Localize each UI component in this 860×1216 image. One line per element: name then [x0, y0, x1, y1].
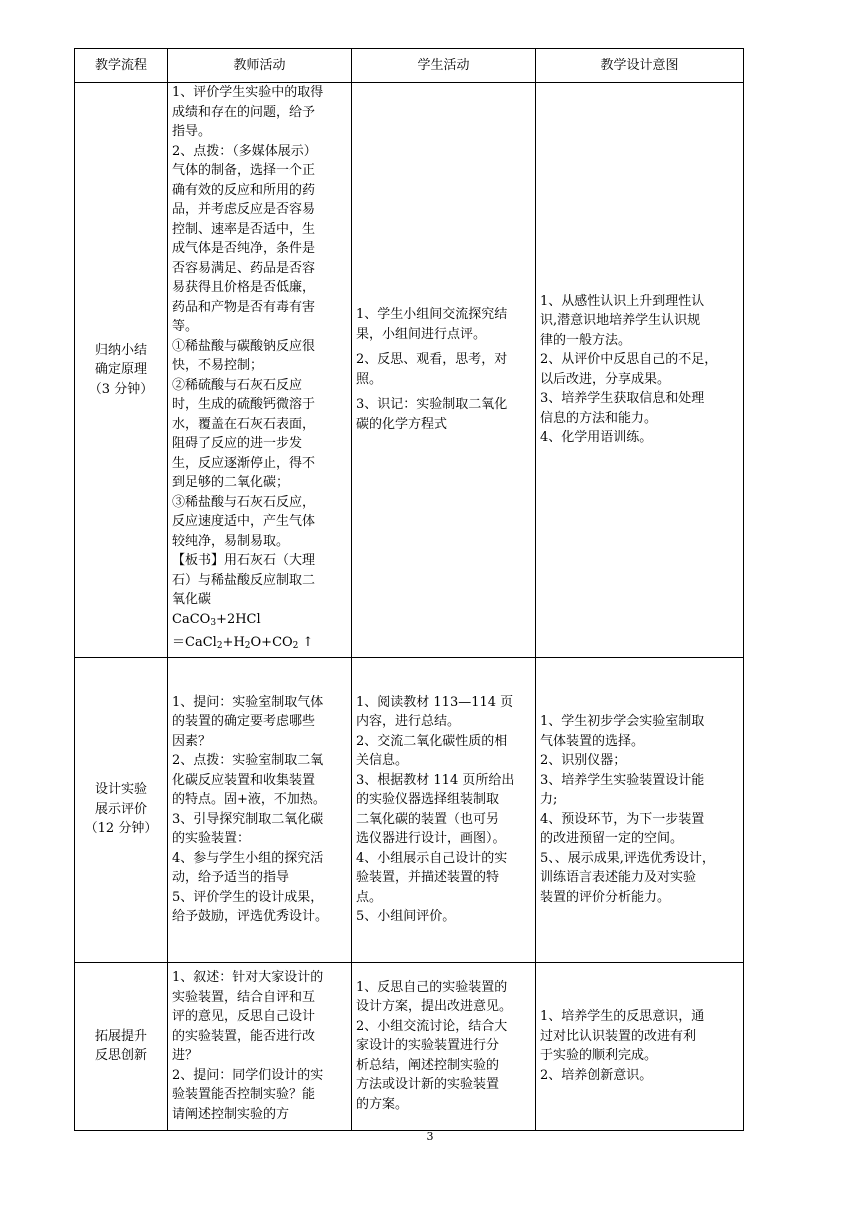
text-line: 时，生成的硫酸钙微溶于	[172, 397, 316, 412]
text-line: 因素？	[172, 733, 212, 749]
text-line: 1、评价学生实验中的取得	[172, 85, 324, 100]
text-line: 选仪器进行设计，画图）。	[356, 831, 506, 846]
text-line: 3、识记：实验制取二氧化	[356, 397, 508, 413]
text-line: 否容易满足、药品是否容	[172, 260, 316, 276]
student-activity-cell	[352, 83, 536, 658]
stage-line: （3 分钟）	[88, 381, 154, 397]
text-line: 1、学生小组间交流探究结	[356, 307, 508, 323]
text-line: 1、提问：实验室制取气体	[172, 694, 324, 710]
text-line: 快，不易控制；	[172, 358, 264, 373]
text-line: 氧化碳	[172, 592, 212, 607]
text-line: ②稀硫酸与石灰石反应	[172, 377, 303, 393]
text-line: 点。	[356, 889, 383, 905]
text-line: 3、培养学生获取信息和处理	[540, 391, 705, 407]
text-line: 5、评价学生的设计成果，	[172, 889, 324, 905]
text-line: 验装置，并描述装置的特	[356, 870, 500, 885]
stage-cell	[75, 657, 168, 962]
design-intent-cell	[536, 657, 744, 962]
text-line: 的实验装置，能否进行改	[172, 1028, 316, 1044]
text-line: 方法或设计新的实验装置	[356, 1077, 500, 1093]
stage-line: （12 分钟）	[84, 821, 158, 837]
header-intent: 教学设计意图	[536, 49, 744, 83]
header-teacher: 教师活动	[168, 49, 352, 83]
text-line: 1、反思自己的实验装置的	[356, 979, 508, 995]
equation-subscript: 2	[216, 641, 223, 651]
equation-subscript: 2	[292, 641, 299, 651]
text-line: 给予鼓励，评选优秀设计。	[172, 909, 329, 924]
text-line: 实验装置，结合自评和互	[172, 989, 316, 1005]
gas-arrow: ↑	[298, 635, 314, 650]
text-line: 阻碍了反应的进一步发	[172, 436, 303, 451]
text-line: 2、反思、观看，思考，对	[356, 352, 508, 368]
student-activity-cell	[352, 962, 536, 1130]
text-line: 2、交流二氧化碳性质的相	[356, 733, 508, 749]
text-line: 验装置能否控制实验？能	[172, 1087, 316, 1102]
text-line: 气体的制备，选择一个正	[172, 163, 316, 178]
text-line: 果，小组间进行点评。	[356, 326, 487, 342]
text-line: 3、培养学生实验装置设计能	[540, 772, 705, 788]
page-number: 3	[426, 1130, 434, 1143]
text-line: 二氧化碳的装置（也可另	[356, 811, 500, 827]
text-line: 品，并考虑反应是否容易	[172, 202, 316, 217]
text-line: 化碳反应装置和收集装置	[172, 772, 316, 788]
header-student: 学生活动	[352, 49, 536, 83]
header-stage: 教学流程	[75, 49, 168, 83]
text-line: 家设计的实验装置进行分	[356, 1038, 500, 1054]
text-line: 确有效的反应和所用的药	[172, 182, 316, 198]
text-line: 的特点。固+液，不加热。	[172, 792, 326, 807]
teacher-activity-cell	[168, 962, 352, 1130]
table-row	[75, 962, 744, 1130]
text-line: 4、小组展示自己设计的实	[356, 850, 508, 866]
stage-cell	[75, 962, 168, 1130]
text-line: 进？	[172, 1048, 199, 1063]
text-line: 5、、展示成果,评选优秀设计，	[540, 850, 715, 866]
text-line: 过对比认识装置的改进有利	[540, 1028, 697, 1044]
equation-part: +2HCl	[216, 611, 261, 627]
text-line: 2、培养创新意识。	[540, 1067, 653, 1083]
text-line: 3、根据教材 114 页所给出	[356, 772, 515, 788]
text-line: 成气体是否纯净，条件是	[172, 241, 316, 256]
text-line: 水，覆盖在石灰石表面，	[172, 416, 316, 432]
text-line: 的装置的确定要考虑哪些	[172, 714, 316, 729]
text-line: 碳的化学方程式	[356, 416, 448, 432]
text-line: 1、学生初步学会实验室制取	[540, 714, 705, 729]
equation-part: O+CO	[250, 635, 293, 650]
stage-line: 归纳小结	[94, 342, 147, 358]
text-line: 设计方案，提出改进意见。	[356, 999, 513, 1015]
equation-line-2	[172, 633, 347, 657]
equation-part: +H	[222, 635, 245, 650]
text-line: 1、叙述：针对大家设计的	[172, 970, 324, 985]
text-line: 装置的评价分析能力。	[540, 889, 671, 905]
text-line: 控制、速率是否适中，生	[172, 221, 316, 237]
text-line: 以后改进，分享成果。	[540, 371, 671, 387]
text-line: 3、引导探究制取二氧化碳	[172, 811, 324, 827]
text-line: 1、培养学生的反思意识，通	[540, 1009, 705, 1024]
teacher-activity-cell	[168, 83, 352, 658]
teacher-activity-cell	[168, 657, 352, 962]
stage-line: 设计实验	[94, 782, 147, 798]
equation-subscript: 2	[244, 641, 251, 651]
text-line: 生，反应逐渐停止，得不	[172, 455, 316, 471]
text-line: 到足够的二氧化碳；	[172, 475, 290, 490]
text-line: 的方案。	[356, 1096, 409, 1112]
design-intent-cell	[536, 962, 744, 1130]
text-line: ①稀盐酸与碳酸钠反应很	[172, 338, 316, 354]
text-line: 2、从评价中反思自己的不足，	[540, 352, 718, 368]
equation-subscript: 3	[210, 617, 217, 628]
text-line: 的改进预留一定的空间。	[540, 831, 684, 846]
text-line: 力;	[540, 792, 558, 807]
table-row	[75, 657, 744, 962]
text-line: 训练语言表述能力及对实验	[540, 870, 697, 885]
equation-part: CaCO	[172, 611, 211, 627]
design-intent-cell	[536, 83, 744, 658]
text-line: 内容，进行总结。	[356, 714, 461, 729]
stage-line: 确定原理	[94, 362, 147, 377]
text-line: 律的一般方法。	[540, 332, 632, 348]
text-line: 4、预设环节，为下一步装置	[540, 811, 705, 827]
text-line: 易获得且价格是否低廉，	[172, 280, 316, 295]
student-activity-cell	[352, 657, 536, 962]
text-line: 5、小组间评价。	[356, 909, 456, 924]
text-line: ③稀盐酸与石灰石反应，	[172, 494, 316, 510]
text-line: 指导。	[172, 124, 212, 139]
text-line: 评的意见，反思自己设计	[172, 1009, 316, 1024]
stage-line: 拓展提升	[94, 1028, 147, 1044]
stage-line: 展示评价	[94, 801, 147, 817]
text-line: 4、化学用语训练。	[540, 430, 653, 446]
text-line: 的实验仪器选择组装制取	[356, 792, 500, 807]
text-line: 2、提问：同学们设计的实	[172, 1067, 324, 1083]
text-line: 关信息。	[356, 753, 409, 768]
table-row	[75, 83, 744, 658]
text-line: 2、识别仪器；	[540, 753, 627, 768]
text-line: 4、参与学生小组的探究活	[172, 850, 324, 866]
text-line: 请阐述控制实验的方	[172, 1106, 290, 1122]
text-line: 成绩和存在的问题，给予	[172, 104, 316, 120]
text-line: 2、小组交流讨论，结合大	[356, 1018, 508, 1034]
text-line: 析总结，阐述控制实验的	[356, 1057, 500, 1073]
table-header-row	[75, 49, 744, 83]
equation-line-1	[172, 610, 347, 634]
text-line: 气体装置的选择。	[540, 733, 645, 749]
text-line: 石）与稀盐酸反应制取二	[172, 572, 316, 588]
stage-cell	[75, 83, 168, 658]
equation-part: ＝CaCl	[172, 635, 217, 650]
text-line: 的实验装置：	[172, 831, 251, 846]
text-line: 1、阅读教材 113—114 页	[356, 694, 514, 710]
text-line: 2、点拨：（多媒体展示）	[172, 143, 317, 159]
lesson-plan-table	[74, 48, 744, 1131]
text-line: 等。	[172, 319, 199, 334]
text-line: 动，给予适当的指导	[172, 870, 290, 885]
text-line: 识,潜意识地培养学生认识规	[540, 313, 701, 329]
stage-line: 反思创新	[94, 1048, 147, 1063]
text-line: 药品和产物是否有毒有害	[172, 299, 316, 315]
text-line: 1、从感性认识上升到理性认	[540, 293, 705, 309]
text-line: 2、点拨：实验室制取二氧	[172, 753, 324, 768]
text-line: 较纯净，易制易取。	[172, 533, 290, 549]
text-line: 于实验的顺利完成。	[540, 1048, 658, 1063]
text-line: 【板书】用石灰石（大理	[172, 553, 316, 568]
text-line: 信息的方法和能力。	[540, 410, 658, 426]
text-line: 反应速度适中，产生气体	[172, 514, 316, 529]
text-line: 照。	[356, 371, 383, 387]
